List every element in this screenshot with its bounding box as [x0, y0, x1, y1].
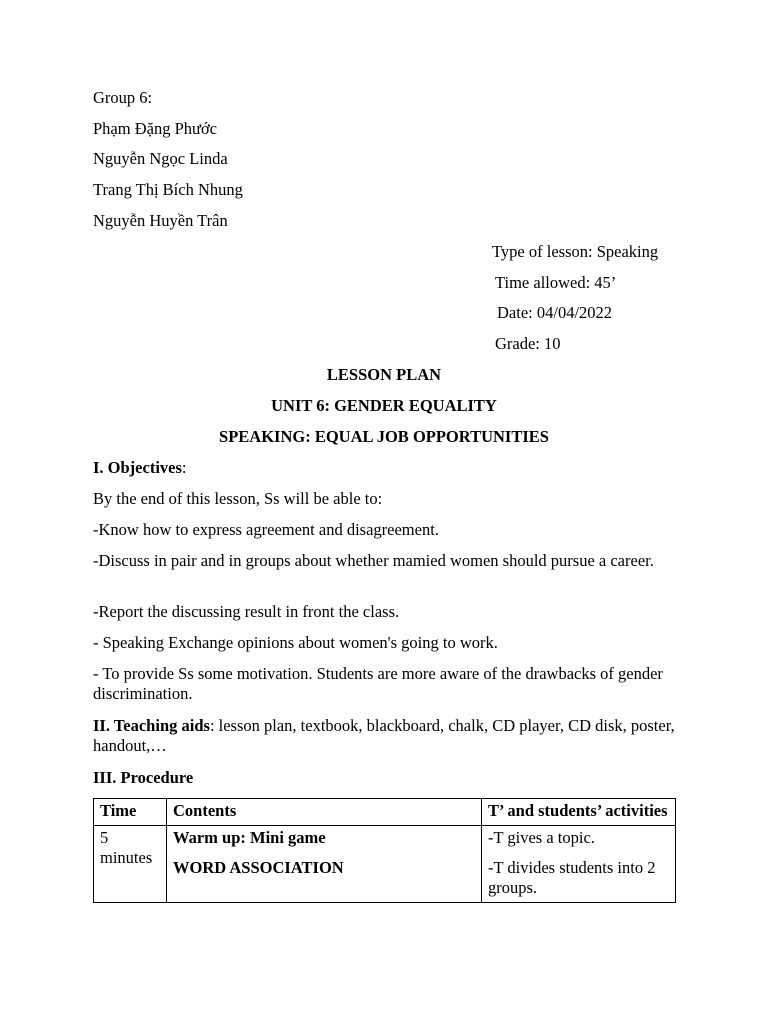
- objectives-heading: [93, 458, 187, 478]
- group-heading: Group 6:: [93, 88, 153, 107]
- member-name: Nguyễn Ngọc Linda: [93, 149, 228, 168]
- objective-item: -Report the discussing result in front the class.: [93, 602, 400, 621]
- activity-line: -T gives a topic.: [488, 828, 595, 847]
- contents-cell: [167, 826, 482, 903]
- objective-item: -Discuss in pair and in groups about whether mamied women should pursue a career.: [93, 551, 654, 570]
- column-header-time: Time: [94, 799, 167, 826]
- column-header-activities: T’ and students’ activities: [482, 799, 676, 826]
- grade: Grade: 10: [495, 334, 561, 353]
- unit-title: UNIT 6: GENDER EQUALITY: [271, 396, 497, 415]
- procedure-heading: III. Procedure: [93, 768, 194, 787]
- lesson-date: Date: 04/04/2022: [497, 303, 613, 322]
- objectives-intro: By the end of this lesson, Ss will be able to:: [93, 489, 383, 508]
- activities-cell: [482, 826, 676, 903]
- table-header-row: [94, 799, 676, 826]
- activity-line: -T divides students into 2 groups.: [488, 858, 656, 897]
- member-name: Nguyễn Huyền Trân: [93, 211, 228, 230]
- contents-line: WORD ASSOCIATION: [173, 858, 344, 877]
- objective-item: - Speaking Exchange opinions about women's going to work.: [93, 633, 498, 652]
- teaching-aids-heading: II. Teaching aids: [93, 716, 210, 735]
- teaching-aids-text: : lesson plan, textbook, blackboard, chalk, CD player, CD disk, poster, handout,…: [93, 716, 675, 755]
- contents-line: Warm up: Mini game: [173, 828, 326, 847]
- teaching-aids: [93, 716, 683, 756]
- table-row: [94, 826, 676, 903]
- time-allowed: Time allowed: 45’: [495, 273, 617, 292]
- objectives-colon: :: [181, 458, 187, 477]
- member-name: Trang Thị Bích Nhung: [93, 180, 243, 199]
- lesson-type: Type of lesson: Speaking: [492, 242, 659, 261]
- objective-item: - To provide Ss some motivation. Students are more aware of the drawbacks of gender discrimination.: [93, 664, 663, 703]
- column-header-contents: Contents: [167, 799, 482, 826]
- procedure-table: [93, 798, 676, 903]
- lesson-plan-title: LESSON PLAN: [326, 365, 442, 384]
- member-name: Phạm Đặng Phước: [93, 119, 217, 138]
- objective-item: -Know how to express agreement and disagreement.: [93, 520, 439, 539]
- objectives-heading-text: I. Objectives: [93, 458, 182, 477]
- time-cell: 5 minutes: [94, 826, 167, 903]
- speaking-title: SPEAKING: EQUAL JOB OPPORTUNITIES: [219, 427, 549, 446]
